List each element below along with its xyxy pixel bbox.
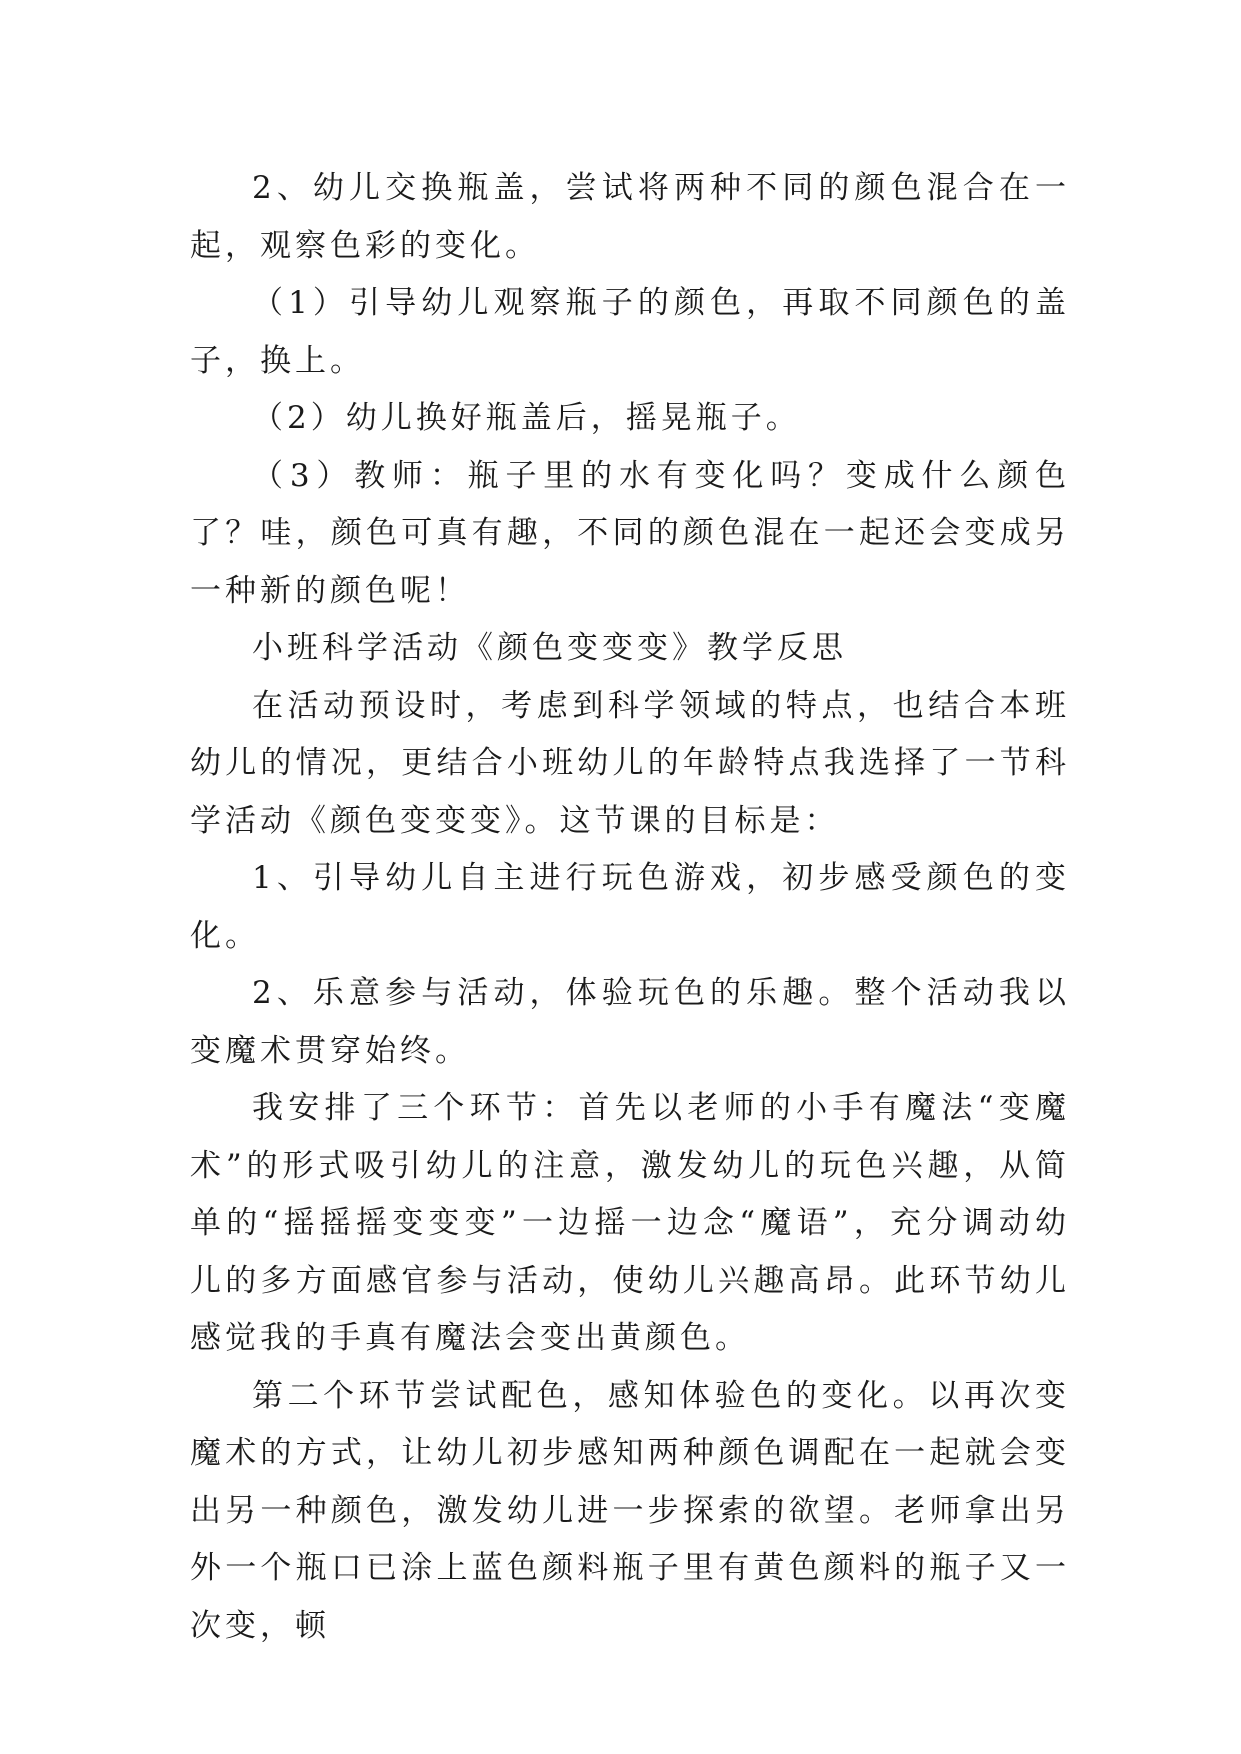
section-heading-reflection: 小班科学活动《颜色变变变》教学反思 xyxy=(252,630,847,666)
document-body xyxy=(190,160,1070,1655)
paragraph-substep-3: （3）教师：瓶子里的水有变化吗？变成什么颜色了？哇，颜色可真有趣，不同的颜色混在一起还会变成另一种新的颜色呢！ xyxy=(190,457,1070,609)
paragraph-substep-2: （2）幼儿换好瓶盖后，摇晃瓶子。 xyxy=(252,400,801,436)
paragraph-goal-1: 1、引导幼儿自主进行玩色游戏，初步感受颜色的变化。 xyxy=(190,860,1070,954)
paragraph-stage-1: 我安排了三个环节：首先以老师的小手有魔法“变魔术”的形式吸引幼儿的注意，激发幼儿的玩色兴趣，从简单的“摇摇摇变变变”一边摇一边念“魔语”，充分调动幼儿的多方面感官参与活动，使幼儿兴趣高昂。此环节幼儿感觉我的手真有魔法会变出黄颜色。 xyxy=(190,1090,1070,1356)
paragraph-substep-1: （1）引导幼儿观察瓶子的颜色，再取不同颜色的盖子，换上。 xyxy=(190,285,1070,379)
paragraph-goal-2: 2、乐意参与活动，体验玩色的乐趣。整个活动我以变魔术贯穿始终。 xyxy=(190,975,1070,1069)
paragraph-reflection-intro: 在活动预设时，考虑到科学领域的特点，也结合本班幼儿的情况，更结合小班幼儿的年龄特点我选择了一节科学活动《颜色变变变》。这节课的目标是： xyxy=(190,687,1070,839)
paragraph-stage-2: 第二个环节尝试配色，感知体验色的变化。以再次变魔术的方式，让幼儿初步感知两种颜色调配在一起就会变出另一种颜色，激发幼儿进一步探索的欲望。老师拿出另外一个瓶口已涂上蓝色颜料瓶子里有黄色颜料的瓶子又一次变，顿 xyxy=(190,1377,1070,1644)
paragraph-step-2: 2、幼儿交换瓶盖，尝试将两种不同的颜色混合在一起，观察色彩的变化。 xyxy=(190,170,1070,264)
